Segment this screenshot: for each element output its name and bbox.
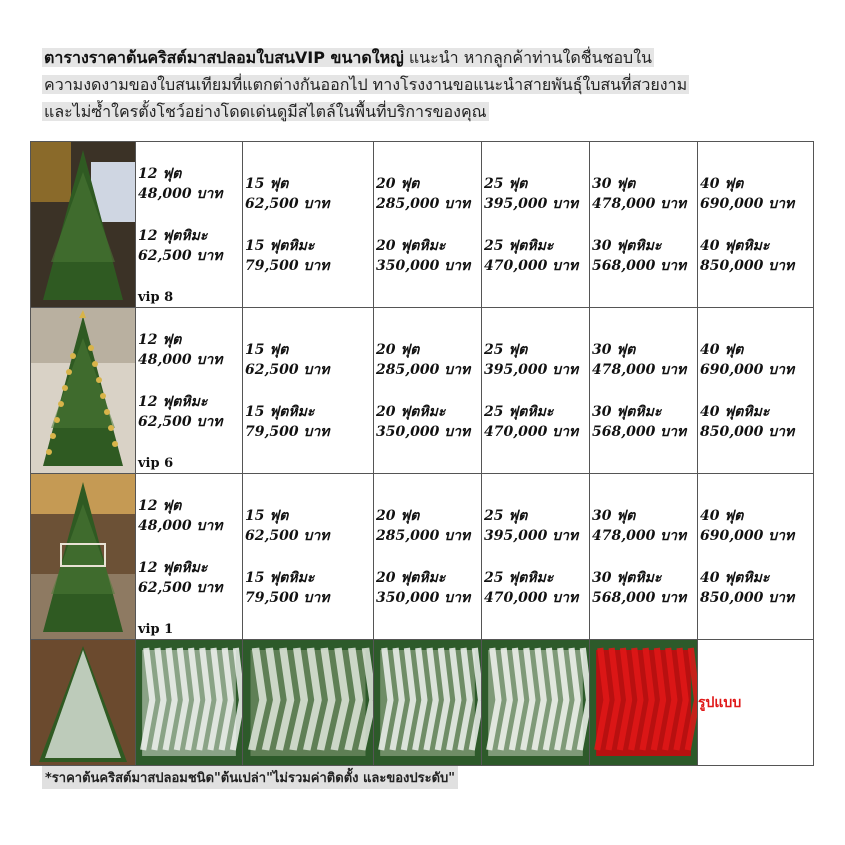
snow-tree-photo — [31, 640, 136, 766]
price-value: 478,000 บาท — [592, 362, 687, 378]
price-cell — [590, 142, 698, 308]
price-cell — [243, 474, 374, 640]
size-label: 12 ฟุตหิมะ — [138, 560, 208, 576]
price-row-1 — [31, 308, 814, 474]
price-value: 395,000 บาท — [484, 528, 579, 544]
snow-swatch-3 — [374, 640, 482, 766]
snow-swatch-1 — [136, 640, 243, 766]
intro-title: ตารางราคาต้นคริสต์มาสปลอมใบสนVIP ขนาดใหญ่ — [44, 48, 404, 67]
price-value: 690,000 บาท — [700, 362, 795, 378]
size-label: 15 ฟุตหิมะ — [245, 570, 315, 586]
price-value: 79,500 บาท — [245, 424, 330, 440]
size-label: 25 ฟุต — [484, 342, 528, 358]
price-table — [30, 141, 814, 766]
size-label: 40 ฟุต — [700, 176, 744, 192]
size-label: 15 ฟุต — [245, 508, 289, 524]
price-value: 62,500 บาท — [245, 196, 330, 212]
price-value: 62,500 บาท — [245, 362, 330, 378]
price-cell — [698, 142, 814, 308]
price-cell — [374, 308, 482, 474]
snow-swatch-4 — [482, 640, 590, 766]
tree-photo-1 — [31, 308, 136, 474]
price-value: 62,500 บาท — [138, 580, 223, 596]
size-label: 15 ฟุต — [245, 342, 289, 358]
price-value: 395,000 บาท — [484, 362, 579, 378]
size-label: 15 ฟุตหิมะ — [245, 238, 315, 254]
price-cell — [243, 308, 374, 474]
vip-label: vip 1 — [138, 622, 174, 637]
price-value: 568,000 บาท — [592, 424, 687, 440]
price-value: 350,000 บาท — [376, 590, 471, 606]
price-value: 62,500 บาท — [245, 528, 330, 544]
price-row-0 — [31, 142, 814, 308]
size-label: 12 ฟุต — [138, 332, 182, 348]
price-cell — [374, 142, 482, 308]
price-value: 62,500 บาท — [138, 414, 223, 430]
size-label: 40 ฟุตหิมะ — [700, 404, 770, 420]
size-label: 25 ฟุต — [484, 176, 528, 192]
price-value: 350,000 บาท — [376, 258, 471, 274]
price-cell — [482, 142, 590, 308]
size-label: 12 ฟุต — [138, 498, 182, 514]
size-label: 25 ฟุตหิมะ — [484, 238, 554, 254]
snow-swatch-2 — [243, 640, 374, 766]
size-label: 30 ฟุต — [592, 176, 636, 192]
red-swatch — [590, 640, 698, 766]
swatch-label-cell — [698, 640, 814, 766]
size-label: 12 ฟุตหิมะ — [138, 228, 208, 244]
size-label: 15 ฟุต — [245, 176, 289, 192]
size-label: 30 ฟุต — [592, 508, 636, 524]
price-cell — [136, 308, 243, 474]
size-label: 20 ฟุตหิมะ — [376, 570, 446, 586]
size-label: 30 ฟุตหิมะ — [592, 570, 662, 586]
size-label: 40 ฟุตหิมะ — [700, 238, 770, 254]
price-cell — [482, 308, 590, 474]
swatch-row — [31, 640, 814, 766]
tree-photo-2 — [31, 474, 136, 640]
price-value: 690,000 บาท — [700, 196, 795, 212]
intro-paragraph — [42, 44, 802, 125]
price-value: 79,500 บาท — [245, 590, 330, 606]
price-value: 470,000 บาท — [484, 424, 579, 440]
price-value: 285,000 บาท — [376, 362, 471, 378]
price-value: 395,000 บาท — [484, 196, 579, 212]
price-value: 470,000 บาท — [484, 258, 579, 274]
size-label: 20 ฟุตหิมะ — [376, 404, 446, 420]
size-label: 12 ฟุต — [138, 166, 182, 182]
intro-line2: ความงดงามของใบสนเทียมที่แตกต่างกันออกไป ทางโรงงานขอแนะนำสายพันธุ์ใบสนที่สวยงาม — [44, 75, 688, 94]
price-cell — [698, 308, 814, 474]
size-label: 20 ฟุตหิมะ — [376, 238, 446, 254]
size-label: 20 ฟุต — [376, 342, 420, 358]
price-cell — [136, 142, 243, 308]
size-label: 30 ฟุตหิมะ — [592, 404, 662, 420]
price-value: 850,000 บาท — [700, 424, 795, 440]
price-row-2 — [31, 474, 814, 640]
size-label: 40 ฟุต — [700, 508, 744, 524]
tree-photo-0 — [31, 142, 136, 308]
price-cell — [136, 474, 243, 640]
price-value: 568,000 บาท — [592, 258, 687, 274]
price-value: 48,000 บาท — [138, 518, 223, 534]
price-value: 850,000 บาท — [700, 258, 795, 274]
size-label: 20 ฟุต — [376, 176, 420, 192]
price-cell — [374, 474, 482, 640]
price-value: 568,000 บาท — [592, 590, 687, 606]
price-value: 48,000 บาท — [138, 186, 223, 202]
price-cell — [482, 474, 590, 640]
price-value: 850,000 บาท — [700, 590, 795, 606]
size-label: 15 ฟุตหิมะ — [245, 404, 315, 420]
footnote: *ราคาต้นคริสต์มาสปลอมชนิด"ต้นเปล่า"ไม่รวมค่าติดตั้ง และของประดับ" — [42, 766, 458, 789]
swatch-label: รูปแบบ — [698, 695, 742, 711]
size-label: 40 ฟุต — [700, 342, 744, 358]
price-value: 48,000 บาท — [138, 352, 223, 368]
size-label: 25 ฟุต — [484, 508, 528, 524]
size-label: 20 ฟุต — [376, 508, 420, 524]
size-label: 30 ฟุต — [592, 342, 636, 358]
price-cell — [243, 142, 374, 308]
price-value: 470,000 บาท — [484, 590, 579, 606]
size-label: 12 ฟุตหิมะ — [138, 394, 208, 410]
size-label: 30 ฟุตหิมะ — [592, 238, 662, 254]
price-cell — [590, 308, 698, 474]
price-value: 285,000 บาท — [376, 528, 471, 544]
price-cell — [698, 474, 814, 640]
vip-label: vip 8 — [138, 290, 174, 305]
vip-label: vip 6 — [138, 456, 174, 471]
price-value: 690,000 บาท — [700, 528, 795, 544]
size-label: 40 ฟุตหิมะ — [700, 570, 770, 586]
price-value: 478,000 บาท — [592, 196, 687, 212]
intro-line3: และไม่ซ้ำใครตั้งโชว์อย่างโดดเด่นดูมีสไตล์ในพื้นที่บริการของคุณ — [44, 102, 487, 121]
price-value: 62,500 บาท — [138, 248, 223, 264]
price-value: 478,000 บาท — [592, 528, 687, 544]
size-label: 25 ฟุตหิมะ — [484, 570, 554, 586]
price-value: 285,000 บาท — [376, 196, 471, 212]
price-value: 79,500 บาท — [245, 258, 330, 274]
price-cell — [590, 474, 698, 640]
intro-line1: แนะนำ หากลูกค้าท่านใดชื่นชอบใน — [403, 48, 652, 67]
price-value: 350,000 บาท — [376, 424, 471, 440]
size-label: 25 ฟุตหิมะ — [484, 404, 554, 420]
